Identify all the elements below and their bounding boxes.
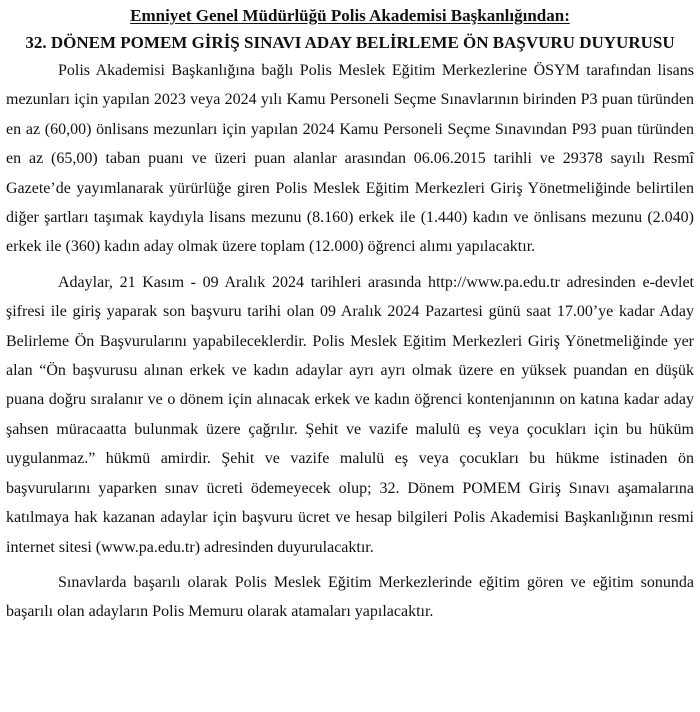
issuer-heading: Emniyet Genel Müdürlüğü Polis Akademisi Başkanlığından: bbox=[130, 6, 570, 25]
paragraph-appointment: Sınavlarda başarılı olarak Polis Meslek Eğitim Merkezlerinde eğitim gören ve eğitim sonunda başarılı olan adayların Polis Memuru olarak atamaları yapılacaktır. bbox=[6, 573, 694, 621]
announcement-title: 32. DÖNEM POMEM GİRİŞ SINAVI ADAY BELİRLEME ÖN BAŞVURU DUYURUSU bbox=[25, 33, 675, 52]
paragraph-recruitment-quota: Polis Akademisi Başkanlığına bağlı Polis Meslek Eğitim Merkezlerine ÖSYM tarafından lisans mezunları için yapılan 2023 veya 2024 yılı Kamu Personeli Seçme Sınavlarının birinden P3 puan türünden en az (60,00) önlisans mezunları için yapılan 2024 Kamu Personeli Seçme Sınavından P93 puan türünden en az (65,00) taban puanı ve üzeri puan alanlar arasından 06.06.2015 tarihli ve 29378 sayılı Resmî Gazete’de yayımlanarak yürürlüğe giren Polis Meslek Eğitim Merkezleri Giriş Yönetmeliğinde belirtilen diğer şartları taşımak kaydıyla lisans mezunu (8.160) erkek ile (1.440) kadın ve önlisans mezunu (2.040) erkek ile (360) kadın aday olmak üzere toplam (12.000) öğrenci alımı yapılacaktır. bbox=[6, 62, 694, 256]
paragraph-application-process: Adaylar, 21 Kasım - 09 Aralık 2024 tarihleri arasında http://www.pa.edu.tr adresinden e-devlet şifresi ile giriş yaparak son başvuru tarihi olan 09 Aralık 2024 Pazartesi günü saat 17.00’ye kadar Aday Belirleme Ön Başvurularını yapabileceklerdir. Polis Meslek Eğitim Merkezleri Giriş Yönetmeliğinde yer alan “Ön başvurusu alınan erkek ve kadın adaylar ayrı ayrı olmak üzere en yüksek puandan en düşük puana doğru sıralanır ve o dönem için alınacak erkek ve kadın öğrenci kontenjanının on katına kadar aday şahsen müracaatta bulunmak üzere çağrılır. Şehit ve vazife malulü eş veya çocukları için bu hüküm uygulanmaz.” hükmü amirdir. Şehit ve vazife malulü eş veya çocukları bu hükme istinaden ön başvurularını yaparken sınav ücreti ödemeyecek olup; 32. Dönem POMEM Giriş Sınavı aşamalarına katılmaya hak kazanan adaylar için başvuru ücret ve hesap bilgileri Polis Akademisi Başkanlığının resmi internet sitesi (www.pa.edu.tr) adresinden duyurulacaktır. bbox=[6, 273, 694, 556]
